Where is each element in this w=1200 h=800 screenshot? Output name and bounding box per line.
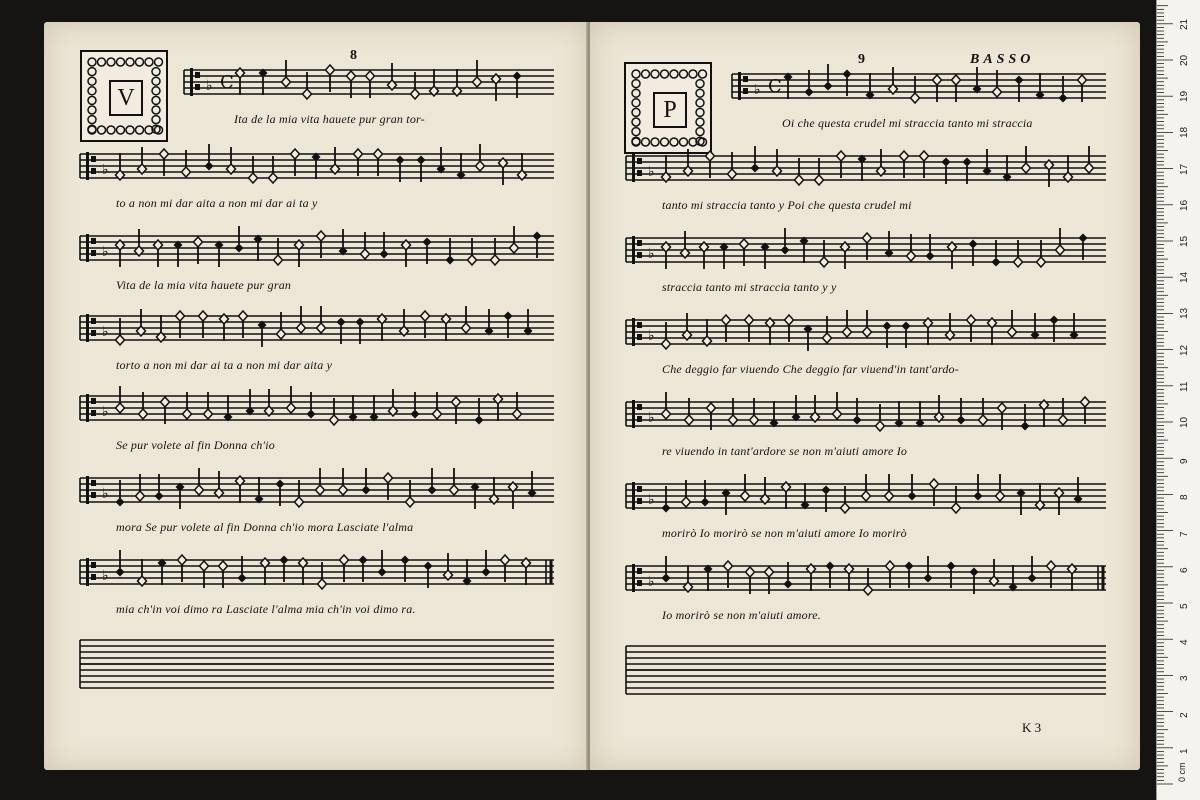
note-icon xyxy=(1008,310,1017,337)
note-icon xyxy=(116,386,125,413)
flat-icon: ♭ xyxy=(102,404,109,420)
ruler-number: 6 xyxy=(1179,567,1190,573)
ruler-number: 1 xyxy=(1179,748,1190,754)
page-mark: 8 xyxy=(350,48,357,63)
note-icon xyxy=(885,474,894,501)
note-icon xyxy=(996,474,1005,501)
lyric-line: torto a non mi dar ai ta a non mi dar aita y xyxy=(116,358,333,372)
note-icon xyxy=(287,386,296,413)
meter-icon: C xyxy=(220,72,234,93)
lyric-line: Se pur volete al fin Donna ch'io xyxy=(116,438,275,452)
flat-icon: ♭ xyxy=(648,410,655,426)
staff-system xyxy=(80,386,554,425)
flat-icon: ♭ xyxy=(102,568,109,584)
note-icon xyxy=(195,468,204,495)
note-icon xyxy=(116,550,125,577)
left-page xyxy=(44,22,588,770)
lyric-line: Ita de la mia vita hauete pur gran tor- xyxy=(234,112,425,126)
staff-system xyxy=(626,646,1106,670)
staff-system xyxy=(80,306,554,347)
page-mark: 9 xyxy=(858,52,865,67)
note-icon xyxy=(476,144,485,171)
ruler-number: 13 xyxy=(1179,308,1190,320)
staff-system xyxy=(626,474,1106,515)
note-icon xyxy=(843,310,852,337)
staff-system xyxy=(732,64,1106,103)
lyric-line: straccia tanto mi straccia tanto y y xyxy=(662,280,837,294)
ruler-number: 2 xyxy=(1179,712,1190,718)
flat-icon: ♭ xyxy=(648,492,655,508)
lyric-line: Vita de la mia vita hauete pur gran xyxy=(116,278,292,292)
note-icon xyxy=(510,226,519,253)
note-icon xyxy=(741,474,750,501)
note-icon xyxy=(428,468,437,495)
lyric-line: tanto mi straccia tanto y Poi che questa crudel mi xyxy=(662,198,912,212)
ruler-number: 18 xyxy=(1179,127,1190,139)
staff-system xyxy=(184,60,554,101)
note-icon xyxy=(317,306,326,333)
lyric-line: to a non mi dar aita a non mi dar ai ta y xyxy=(116,196,318,210)
note-icon xyxy=(378,550,387,577)
flat-icon: ♭ xyxy=(102,162,109,178)
staff-system xyxy=(626,556,1106,595)
ruler-number: 4 xyxy=(1179,639,1190,646)
staff-system xyxy=(626,670,1106,694)
ruler-number: 11 xyxy=(1179,381,1190,392)
note-icon xyxy=(297,306,306,333)
ruler-number: 9 xyxy=(1179,458,1190,465)
staff-system xyxy=(626,228,1106,269)
ruler-number: 12 xyxy=(1179,344,1190,356)
flat-icon: ♭ xyxy=(102,486,109,502)
note-icon xyxy=(1028,556,1037,583)
lyric-line: re viuendo in tant'ardore se non m'aiuti amore Io xyxy=(662,444,908,458)
initial-letter: P xyxy=(653,92,687,128)
note-icon xyxy=(863,310,872,337)
note-icon xyxy=(205,144,214,171)
ruler-number: 8 xyxy=(1179,494,1190,501)
right-page xyxy=(590,22,1140,770)
lyric-line: Oi che questa crudel mi straccia tanto mi straccia xyxy=(782,116,1033,130)
lyric-line: Che deggio far viuendo Che deggio far viuend'in tant'ardo- xyxy=(662,362,959,376)
lyric-line: Io morirò se non m'aiuti amore. xyxy=(662,608,821,622)
ruler-number: 3 xyxy=(1179,675,1190,682)
note-icon xyxy=(362,468,371,495)
flat-icon: ♭ xyxy=(102,324,109,340)
initial-letter: V xyxy=(109,80,143,116)
staff-system xyxy=(80,640,554,664)
staff-system xyxy=(80,144,554,185)
staff-system xyxy=(80,226,554,267)
note-icon xyxy=(473,60,482,87)
flat-icon: ♭ xyxy=(206,78,213,94)
staff-system xyxy=(80,550,554,589)
note-icon xyxy=(924,556,933,583)
flat-icon: ♭ xyxy=(754,82,761,98)
note-icon xyxy=(462,306,471,333)
note-icon xyxy=(833,392,842,419)
ruler-number: 17 xyxy=(1179,163,1190,175)
lyric-line: mora Se pur volete al fin Donna ch'io mora Lasciate l'alma xyxy=(116,520,414,534)
note-icon xyxy=(339,468,348,495)
ruler-number: 5 xyxy=(1179,603,1190,609)
lyric-line: morirò Io morirò se non m'aiuti amore Io morirò xyxy=(662,526,907,540)
ruler-number: 14 xyxy=(1179,272,1190,284)
flat-icon: ♭ xyxy=(648,328,655,344)
staff-system xyxy=(80,664,554,688)
note-icon xyxy=(662,392,671,419)
ruler-number: 20 xyxy=(1179,54,1190,66)
flat-icon: ♭ xyxy=(648,246,655,262)
staff-system xyxy=(626,310,1106,351)
meter-icon: C xyxy=(768,76,782,97)
ruler-number: 21 xyxy=(1179,18,1190,30)
flat-icon: ♭ xyxy=(648,164,655,180)
note-icon xyxy=(316,468,325,495)
ruler-number: 15 xyxy=(1179,235,1190,247)
signature-mark: K 3 xyxy=(1022,720,1042,735)
ruler-number: 19 xyxy=(1179,91,1190,103)
note-icon xyxy=(482,550,491,577)
lyric-line: mia ch'in voi dimo ra Lasciate l'alma mia ch'in voi dimo ra. xyxy=(116,602,416,616)
note-icon xyxy=(450,468,459,495)
note-icon xyxy=(824,64,833,91)
note-icon xyxy=(1085,146,1094,173)
staff-system xyxy=(626,392,1106,431)
flat-icon: ♭ xyxy=(102,244,109,260)
note-icon xyxy=(751,146,760,173)
note-icon xyxy=(235,226,244,253)
note-icon xyxy=(662,556,671,583)
staff-system xyxy=(626,146,1106,187)
note-icon xyxy=(781,228,790,255)
measurement-ruler xyxy=(1156,0,1200,800)
note-icon xyxy=(1022,146,1031,173)
music-staves xyxy=(590,22,1140,770)
ruler-unit: 0 cm xyxy=(1177,762,1187,782)
flat-icon: ♭ xyxy=(648,574,655,590)
ruler-number: 16 xyxy=(1179,199,1190,211)
note-icon xyxy=(862,474,871,501)
ruler-number: 7 xyxy=(1179,531,1190,537)
part-title: BASSO xyxy=(970,52,1035,67)
note-icon xyxy=(974,474,983,501)
note-icon xyxy=(1056,228,1065,255)
staff-system xyxy=(80,468,554,509)
ruler-number: 10 xyxy=(1179,416,1190,428)
note-icon xyxy=(282,60,291,87)
note-icon xyxy=(908,474,917,501)
music-staves xyxy=(44,22,588,770)
